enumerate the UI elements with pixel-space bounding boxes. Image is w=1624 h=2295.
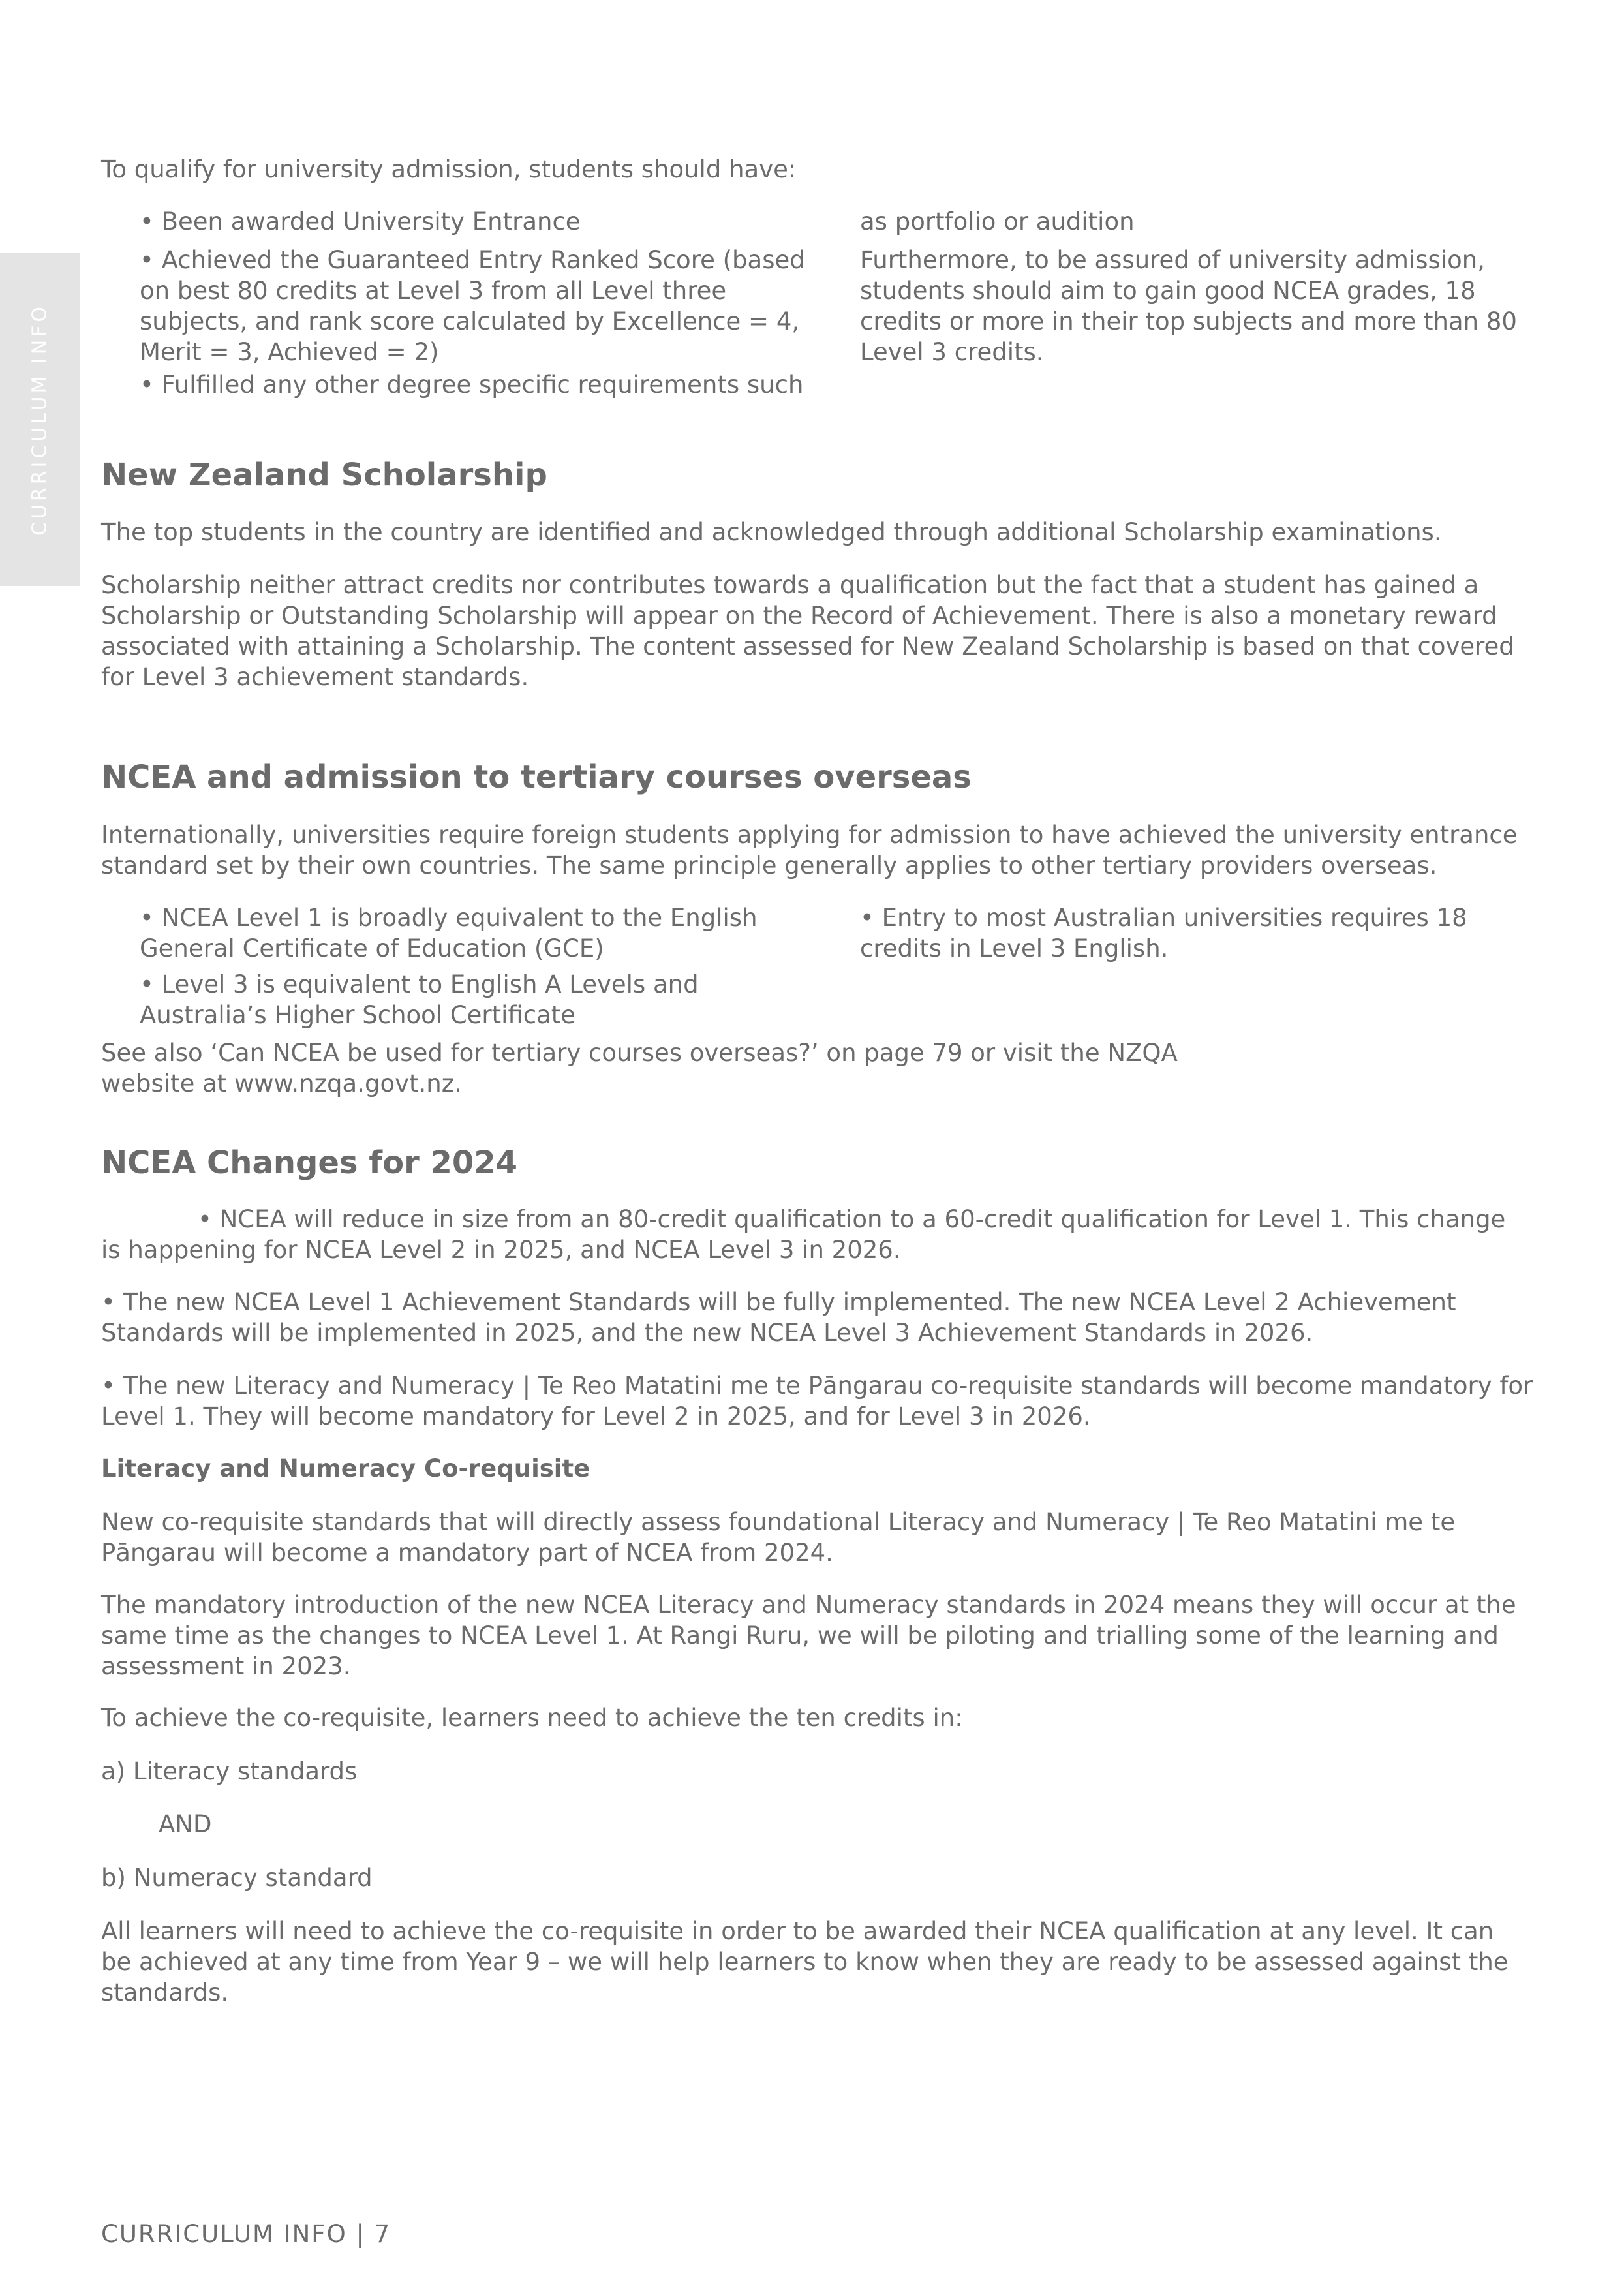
literacy-item: a) Literacy standards bbox=[101, 1757, 358, 1785]
and-label: AND bbox=[159, 1810, 212, 1838]
side-tab-label: CURRICULUM INFO bbox=[28, 303, 52, 536]
changes-p3: To achieve the co-requisite, learners need to achieve the ten credits in: bbox=[101, 1704, 963, 1732]
changes-bullet-3: • The new Literacy and Numeracy | Te Reo Matatini me te Pāngarau co-requisite standards will become mandatory for Level 1. They will become mandatory for Level 2 in 2025, and for Level 3 in 2026. bbox=[101, 1372, 1533, 1430]
overseas-bullet-right: • Entry to most Australian universities requires 18 credits in Level 3 English. bbox=[860, 904, 1467, 963]
scholarship-heading: New Zealand Scholarship bbox=[101, 457, 547, 493]
ue-bullet-2: • Achieved the Guaranteed Entry Ranked Score (based on best 80 credits at Level 3 from all Level three subjects, and rank score calculated by Excellence = 4, Merit = 3, Achieved = 2) bbox=[140, 246, 805, 366]
scholarship-p1: The top students in the country are identified and acknowledged through additional Scholarship examinations. bbox=[101, 518, 1442, 546]
overseas-bullet-2: • Level 3 is equivalent to English A Levels and Australia’s Higher School Certificate bbox=[140, 970, 699, 1029]
overseas-bullet-1: • NCEA Level 1 is broadly equivalent to the English General Certificate of Education (GCE) bbox=[140, 904, 758, 963]
changes-p1: New co-requisite standards that will directly assess foundational Literacy and Numeracy | Te Reo Matatini me te Pāngarau will become a mandatory part of NCEA from 2024. bbox=[101, 1508, 1456, 1567]
changes-bullet-2: • The new NCEA Level 1 Achievement Standards will be fully implemented. The new NCEA Level 2 Achievement Standards will be implemented in 2025, and the new NCEA Level 3 Achievement Standards in 2026. bbox=[101, 1288, 1456, 1347]
corequisite-subheading: Literacy and Numeracy Co-requisite bbox=[101, 1455, 590, 1483]
overseas-p1: Internationally, universities require foreign students applying for admission to have achieved the university entrance standard set by their own countries. The same principle generally applies to other tertiary providers overseas. bbox=[101, 821, 1518, 880]
overseas-heading: NCEA and admission to tertiary courses overseas bbox=[101, 759, 972, 795]
changes-p2: The mandatory introduction of the new NCEA Literacy and Numeracy standards in 2024 means they will occur at the same time as the changes to NCEA Level 1. At Rangi Ruru, we will be piloting and trialling some of the learning and assessment in 2023. bbox=[101, 1591, 1516, 1680]
ue-bullet-1: • Been awarded University Entrance bbox=[140, 208, 581, 236]
changes-p4: All learners will need to achieve the co-requisite in order to be awarded their NCEA qualification at any level. It can be achieved at any time from Year 9 – we will help learners to know when they are ready to be assessed against the standards. bbox=[101, 1917, 1509, 2007]
numeracy-item: b) Numeracy standard bbox=[101, 1864, 373, 1892]
overseas-see-also: See also ‘Can NCEA be used for tertiary courses overseas?’ on page 79 or visit the NZQA website at www.nzqa.govt.nz. bbox=[101, 1039, 1178, 1098]
ue-bullet-3-continued: as portfolio or audition bbox=[860, 208, 1135, 236]
changes-bullet-1: • NCEA will reduce in size from an 80-credit qualification to a 60-credit qualification for Level 1. This change is happening for NCEA Level 2 in 2025, and NCEA Level 3 in 2026. bbox=[101, 1205, 1506, 1264]
scholarship-p2: Scholarship neither attract credits nor contributes towards a qualification but the fact that a student has gained a Scholarship or Outstanding Scholarship will appear on the Record of Achievement. There is also a monetary reward associated with attaining a Scholarship. The content assessed for New Zealand Scholarship is based on that covered for Level 3 achievement standards. bbox=[101, 571, 1514, 691]
ue-bullet-3: • Fulfilled any other degree specific requirements such bbox=[140, 371, 804, 399]
ue-furthermore: Furthermore, to be assured of university admission, students should aim to gain good NCEA grades, 18 credits or more in their top subjects and more than 80 Level 3 credits. bbox=[860, 246, 1517, 366]
page-footer: CURRICULUM INFO | 7 bbox=[101, 2220, 391, 2248]
ue-intro: To qualify for university admission, students should have: bbox=[101, 155, 797, 183]
changes-heading: NCEA Changes for 2024 bbox=[101, 1145, 518, 1181]
section-side-tab bbox=[0, 253, 80, 586]
